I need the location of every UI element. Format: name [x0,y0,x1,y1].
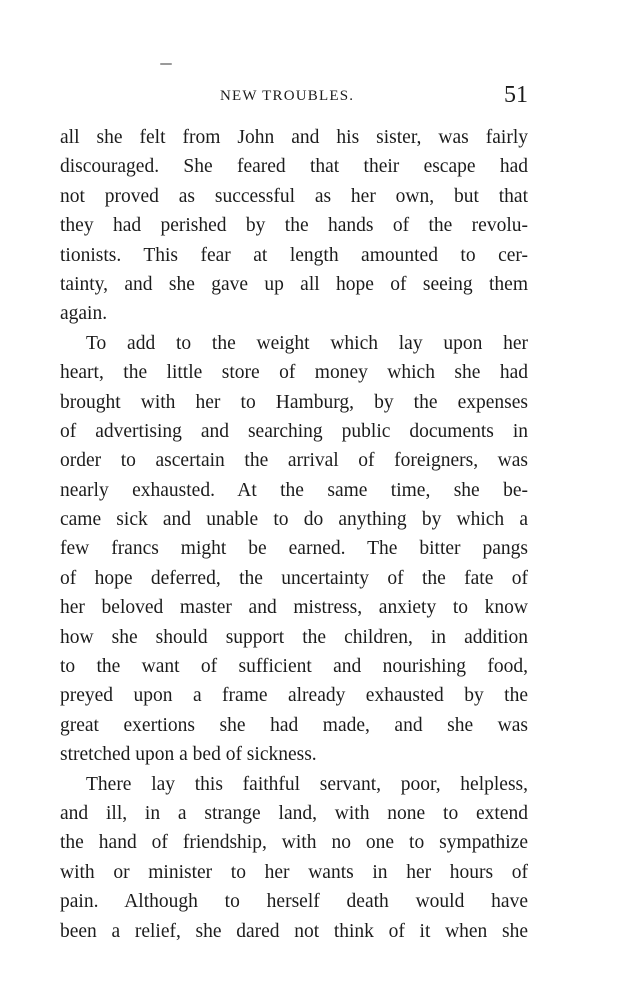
text-line: order to ascertain the arrival of foreigners, was [60,450,528,472]
paragraph-end-line: again. [60,303,108,325]
text-line: and ill, in a strange land, with none to extend [60,802,528,824]
text-line: pain. Although to herself death would have [60,891,528,913]
text-line: of hope deferred, the uncertainty of the fate of [60,567,528,589]
text-line: tionists. This fear at length amounted to cer- [60,244,528,266]
paragraph-start-line: To add to the weight which lay upon her [86,332,528,354]
text-line: brought with her to Hamburg, by the expenses [60,391,528,413]
text-line: nearly exhausted. At the same time, she be- [60,479,528,501]
text-line: all she felt from John and his sister, was fairly [60,127,528,148]
text-line: to the want of sufficient and nourishing food, [60,656,528,678]
text-line: her beloved master and mistress, anxiety to know [60,597,528,619]
text-line: tainty, and she gave up all hope of seeing them [60,273,528,295]
text-line: preyed upon a frame already exhausted by the [60,685,528,707]
body-text [60,123,528,946]
page-header [60,82,536,112]
text-line: came sick and unable to do anything by which a [60,509,528,531]
text-line: been a relief, she dared not think of it when she [60,920,528,942]
text-line: of advertising and searching public documents in [60,420,528,442]
text-line: the hand of friendship, with no one to sympathize [60,832,528,854]
text-line: discouraged. She feared that their escape had [60,156,528,178]
text-line: few francs might be earned. The bitter pangs [60,538,528,560]
text-line: with or minister to her wants in her hours of [60,861,528,883]
paragraph-end-line: stretched upon a bed of sickness. [60,744,317,766]
text-line: not proved as successful as her own, but that [60,185,528,207]
ink-speck [160,63,172,65]
running-head: NEW TROUBLES. [220,88,355,104]
text-line: great exertions she had made, and she was [60,714,528,736]
paragraph-start-line: There lay this faithful servant, poor, helpless, [86,773,528,795]
text-line: how she should support the children, in addition [60,626,528,648]
text-line: heart, the little store of money which she had [60,362,528,384]
text-line: they had perished by the hands of the revolu- [60,215,528,237]
page-number: 51 [504,82,528,108]
